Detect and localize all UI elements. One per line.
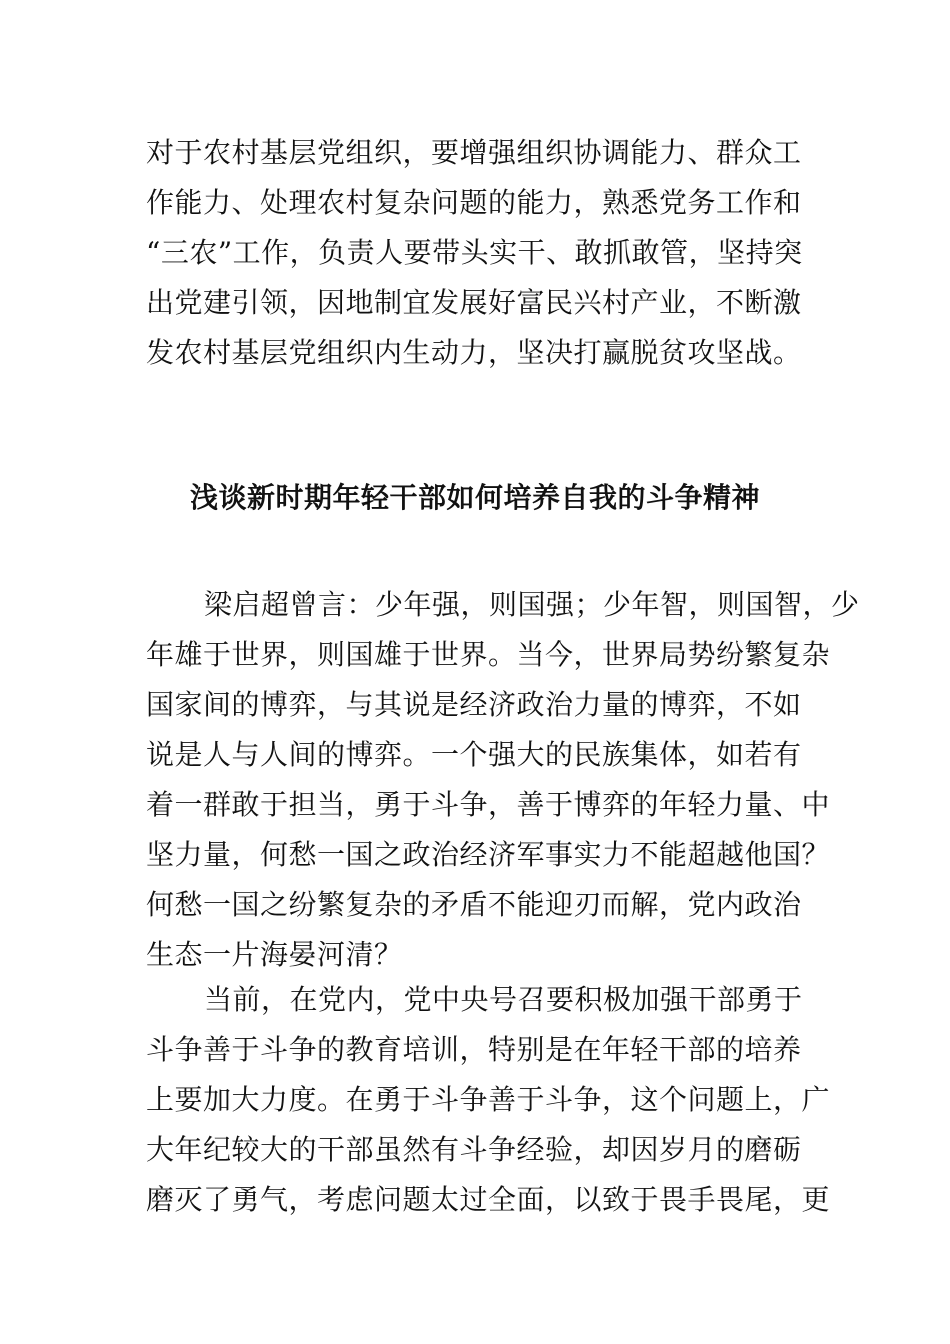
text-line: 何愁一国之纷繁复杂的矛盾不能迎刃而解，党内政治 xyxy=(146,888,802,921)
text-line: 国家间的博弈，与其说是经济政治力量的博弈，不如 xyxy=(146,688,802,721)
text-line: 作能力、处理农村复杂问题的能力，熟悉党务工作和 xyxy=(146,186,802,219)
text-line: 磨灭了勇气，考虑问题太过全面，以致于畏手畏尾，更 xyxy=(146,1183,831,1216)
text-line: 年雄于世界，则国雄于世界。当今，世界局势纷繁复杂 xyxy=(146,638,831,671)
text-line: 着一群敢于担当，勇于斗争，善于博弈的年轻力量、中 xyxy=(146,788,831,821)
text-line: 生态一片海晏河清？ xyxy=(146,938,403,971)
text-line: “三农”工作，负责人要带头实干、敢抓敢管，坚持突 xyxy=(146,236,803,269)
text-line: 上要加大力度。在勇于斗争善于斗争，这个问题上，广 xyxy=(146,1083,831,1116)
text-line: 出党建引领，因地制宜发展好富民兴村产业，不断激 xyxy=(146,286,802,319)
body-paragraph-2 xyxy=(146,580,860,980)
text-line: 当前，在党内，党中央号召要积极加强干部勇于 xyxy=(204,983,803,1016)
text-line: 对于农村基层党组织，要增强组织协调能力、群众工 xyxy=(146,136,802,169)
text-line: 大年纪较大的干部虽然有斗争经验，却因岁月的磨砺 xyxy=(146,1133,802,1166)
text-line: 发农村基层党组织内生动力，坚决打赢脱贫攻坚战。 xyxy=(146,336,802,369)
text-line: 斗争善于斗争的教育培训，特别是在年轻干部的培养 xyxy=(146,1033,802,1066)
text-line: 坚力量，何愁一国之政治经济军事实力不能超越他国？ xyxy=(146,838,831,871)
body-paragraph-3 xyxy=(146,975,831,1225)
text-line: 梁启超曾言：少年强，则国强；少年智，则国智，少 xyxy=(204,588,860,621)
article-title: 浅谈新时期年轻干部如何培养自我的斗争精神 xyxy=(189,481,760,514)
text-line: 说是人与人间的博弈。一个强大的民族集体，如若有 xyxy=(146,738,802,771)
body-paragraph-1 xyxy=(146,128,808,378)
